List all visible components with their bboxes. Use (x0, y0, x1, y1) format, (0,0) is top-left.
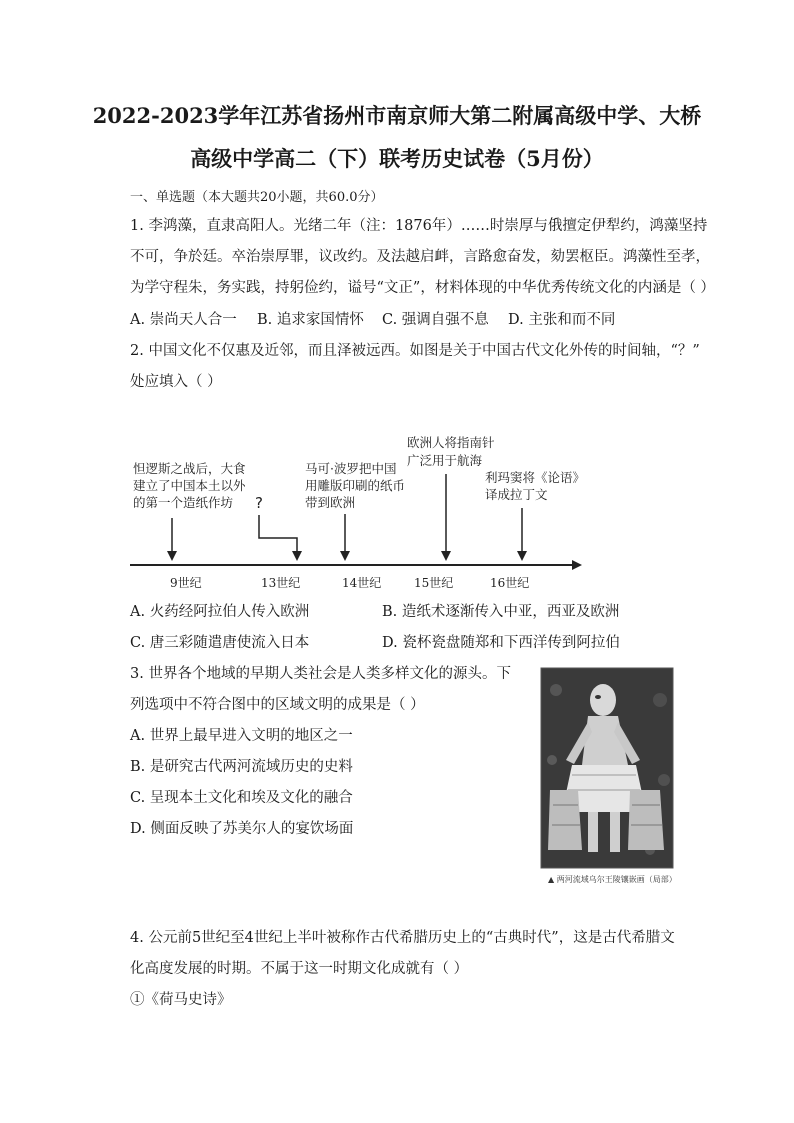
event-3-line-1: 马可·波罗把中国 (305, 461, 397, 476)
event-4-arrowhead (441, 551, 451, 561)
event-2-arrow (259, 515, 297, 553)
q3-line-2: 列选项中不符合图中的区域文明的成果是（ ） (130, 697, 425, 713)
q2-option-d: D. 瓷杯瓷盘随郑和下西洋传到阿拉伯 (382, 635, 620, 651)
event-3-line-3: 带到欧洲 (305, 495, 356, 510)
event-1-arrowhead (167, 551, 177, 561)
event-1-line-3: 的第一个造纸作坊 (133, 495, 234, 510)
tick-14th-century: 14世纪 (342, 576, 382, 590)
q1-option-b: B. 追求家国情怀 (257, 312, 364, 328)
q2-option-c: C. 唐三彩随遣唐使流入日本 (130, 635, 310, 651)
q3-option-c: C. 呈现本土文化和埃及文化的融合 (130, 790, 353, 806)
q1-line-2: 不可，争於廷。卒治崇厚罪，议改约。及法越启衅，言路愈奋发，劾罢枢臣。鸿藻性至孝， (130, 249, 710, 265)
event-5-line-2: 译成拉丁文 (485, 487, 548, 502)
q2-option-b: B. 造纸术逐渐传入中亚，西亚及欧洲 (382, 604, 620, 620)
event-5-arrowhead (517, 551, 527, 561)
event-4-line-2: 广泛用于航海 (407, 453, 483, 468)
tick-15th-century: 15世纪 (414, 576, 454, 590)
tick-13th-century: 13世纪 (261, 576, 301, 590)
q3-option-a: A. 世界上最早进入文明的地区之一 (130, 728, 353, 744)
q2-line-2: 处应填入（ ） (130, 374, 222, 390)
event-3-line-2: 用雕版印刷的纸币 (305, 478, 406, 493)
timeline-axis-arrow (572, 560, 582, 570)
exam-title-line-1: 2022-2023学年江苏省扬州市南京师大第二附属高级中学、大桥 (92, 103, 702, 128)
q1-option-a: A. 崇尚天人合一 (130, 312, 237, 328)
section-heading: 一、单选题（本大题共20小题，共60.0分） (130, 190, 384, 205)
exam-title-line-2: 高级中学高二（下）联考历史试卷（5月份） (190, 146, 604, 171)
q1-option-d: D. 主张和而不同 (508, 312, 616, 328)
tick-16th-century: 16世纪 (490, 576, 530, 590)
q2-option-a: A. 火药经阿拉伯人传入欧洲 (130, 604, 310, 620)
ur-mosaic-caption: ▲ 两河流域乌尔王陵镶嵌画（局部） (548, 875, 677, 884)
event-2-question-mark: ? (255, 494, 263, 512)
q3-line-1: 3. 世界各个地域的早期人类社会是人类多样文化的源头。下 (130, 666, 511, 682)
q4-line-1: 4. 公元前5世纪至4世纪上半叶被称作古代希腊历史上的“古典时代”，这是古代希腊文 (130, 930, 675, 946)
q1-option-c: C. 强调自强不息 (382, 312, 489, 328)
q1-line-1: 1. 李鸿藻，直隶高阳人。光绪二年（注：1876年）……时崇厚与俄擅定伊犁约，鸿藻坚持 (130, 218, 708, 234)
event-1-line-2: 建立了中国本土以外 (133, 478, 246, 493)
q1-line-3: 为学守程朱，务实践，持躬俭约，谥号“文正”，材料体现的中华优秀传统文化的内涵是（ ） (130, 280, 715, 296)
q3-option-b: B. 是研究古代两河流域历史的史料 (130, 759, 353, 775)
ur-mosaic-image (541, 668, 673, 868)
q4-line-2: 化高度发展的时期。不属于这一时期文化成就有（ ） (130, 961, 469, 977)
event-1-line-1: 怛逻斯之战后，大食 (133, 461, 246, 476)
event-3-arrowhead (340, 551, 350, 561)
event-5-line-1: 利玛窦将《论语》 (485, 470, 586, 485)
q4-line-3: ①《荷马史诗》 (130, 992, 232, 1008)
q2-line-1: 2. 中国文化不仅惠及近邻，而且泽被远西。如图是关于中国古代文化外传的时间轴，“？” (130, 343, 700, 359)
event-4-line-1: 欧洲人将指南针 (407, 435, 495, 450)
event-2-arrowhead (292, 551, 302, 561)
q3-option-d: D. 侧面反映了苏美尔人的宴饮场面 (130, 821, 354, 837)
tick-9th-century: 9世纪 (170, 576, 202, 590)
